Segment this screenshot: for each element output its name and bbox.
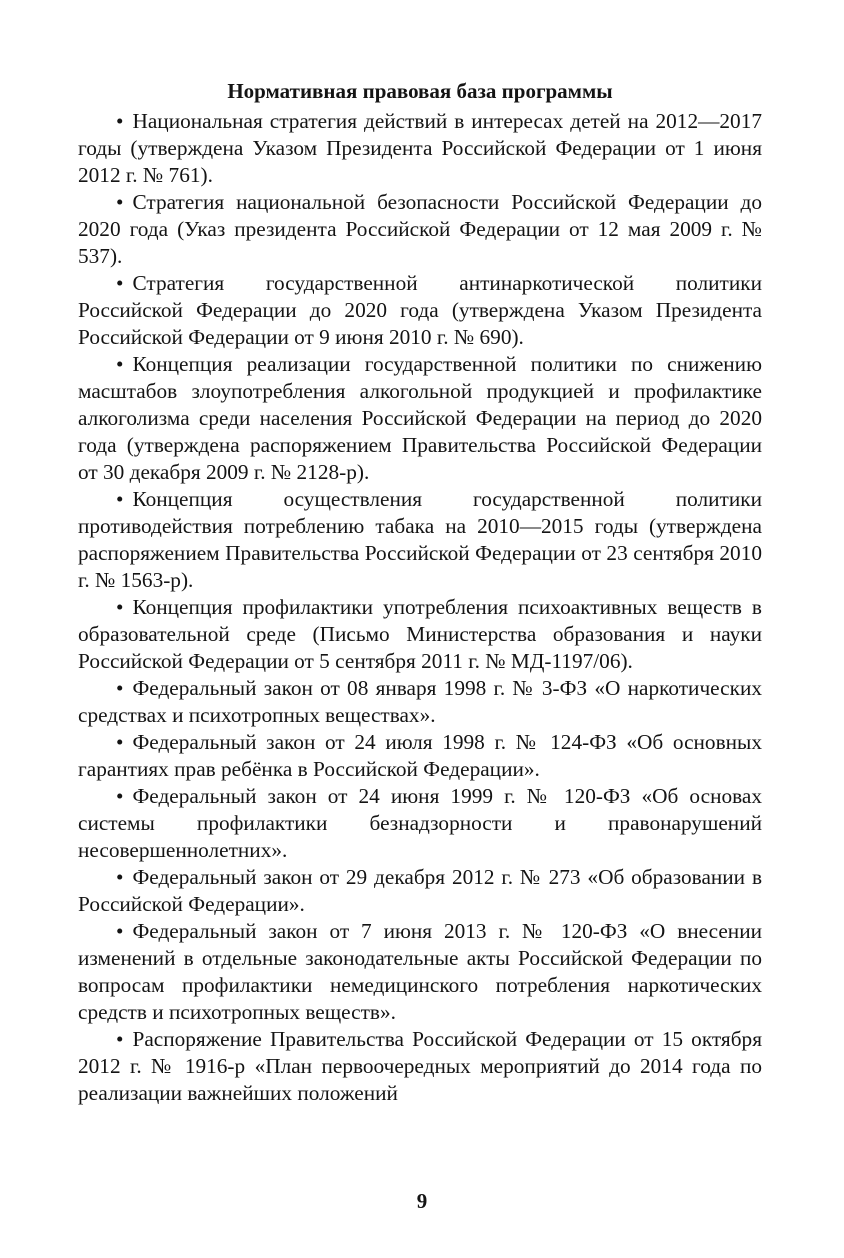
- list-item-text: Концепция реализации государственной политики по снижению масштабов злоупотребления алкогольной продукцией и профилактике алкоголизма среди населения Российской Федерации на период до 2020 года (утверждена распоряжением Правительства Российской Федерации от 30 декабря 2009 г. № 2128-р).: [78, 352, 762, 484]
- bullet-icon: •: [116, 487, 124, 511]
- document-list: [78, 108, 762, 1107]
- list-item: [78, 1026, 762, 1107]
- page-number: 9: [416, 1189, 428, 1213]
- list-item-text: Федеральный закон от 24 июля 1998 г. № 124-ФЗ «Об основных гарантиях прав ребёнка в Российской Федерации».: [78, 730, 762, 781]
- list-item: [78, 351, 762, 486]
- list-item: [78, 108, 762, 189]
- list-item: [78, 486, 762, 594]
- bullet-icon: •: [116, 676, 124, 700]
- bullet-icon: •: [116, 595, 124, 619]
- list-item-text: Федеральный закон от 08 января 1998 г. № 3-ФЗ «О наркотических средствах и психотропных веществах».: [78, 676, 762, 727]
- bullet-icon: •: [116, 730, 124, 754]
- list-item: [78, 189, 762, 270]
- bullet-icon: •: [116, 784, 124, 808]
- list-item-text: Федеральный закон от 7 июня 2013 г. № 120-ФЗ «О внесении изменений в отдельные законодательные акты Российской Федерации по вопросам профилактики немедицинского потребления наркотических средств и психотропных веществ».: [78, 919, 762, 1024]
- document-page: [78, 78, 762, 1107]
- list-item-text: Распоряжение Правительства Российской Федерации от 15 октября 2012 г. № 1916-р «План первоочередных мероприятий до 2014 года по реализации важнейших положений: [78, 1027, 762, 1105]
- list-item: [78, 594, 762, 675]
- list-item-text: Федеральный закон от 29 декабря 2012 г. № 273 «Об образовании в Российской Федерации».: [78, 865, 762, 916]
- bullet-icon: •: [116, 919, 124, 943]
- list-item: [78, 270, 762, 351]
- list-item: [78, 675, 762, 729]
- bullet-icon: •: [116, 190, 124, 214]
- list-item-text: Национальная стратегия действий в интересах детей на 2012—2017 годы (утверждена Указом Президента Российской Федерации от 1 июня 2012 г. № 761).: [78, 109, 762, 187]
- bullet-icon: •: [116, 1027, 124, 1051]
- list-item-text: Федеральный закон от 24 июня 1999 г. № 120-ФЗ «Об основах системы профилактики безнадзорности и правонарушений несовершеннолетних».: [78, 784, 762, 862]
- list-item: [78, 729, 762, 783]
- list-item-text: Стратегия государственной антинаркотической политики Российской Федерации до 2020 года (утверждена Указом Президента Российской Федерации от 9 июня 2010 г. № 690).: [78, 271, 762, 349]
- page-title: Нормативная правовая база программы: [227, 79, 613, 103]
- list-item-text: Концепция осуществления государственной политики противодействия потреблению табака на 2010—2015 годы (утверждена распоряжением Правительства Российской Федерации от 23 сентября 2010 г. № 1563-р).: [78, 487, 762, 592]
- list-item: [78, 783, 762, 864]
- bullet-icon: •: [116, 109, 124, 133]
- list-item-text: Стратегия национальной безопасности Российской Федерации до 2020 года (Указ президента Российской Федерации от 12 мая 2009 г. № 537).: [78, 190, 762, 268]
- bullet-icon: •: [116, 271, 124, 295]
- bullet-icon: •: [116, 352, 124, 376]
- list-item: [78, 864, 762, 918]
- list-item-text: Концепция профилактики употребления психоактивных веществ в образовательной среде (Письмо Министерства образования и науки Российской Федерации от 5 сентября 2011 г. № МД-1197/06).: [78, 595, 762, 673]
- bullet-icon: •: [116, 865, 124, 889]
- list-item: [78, 918, 762, 1026]
